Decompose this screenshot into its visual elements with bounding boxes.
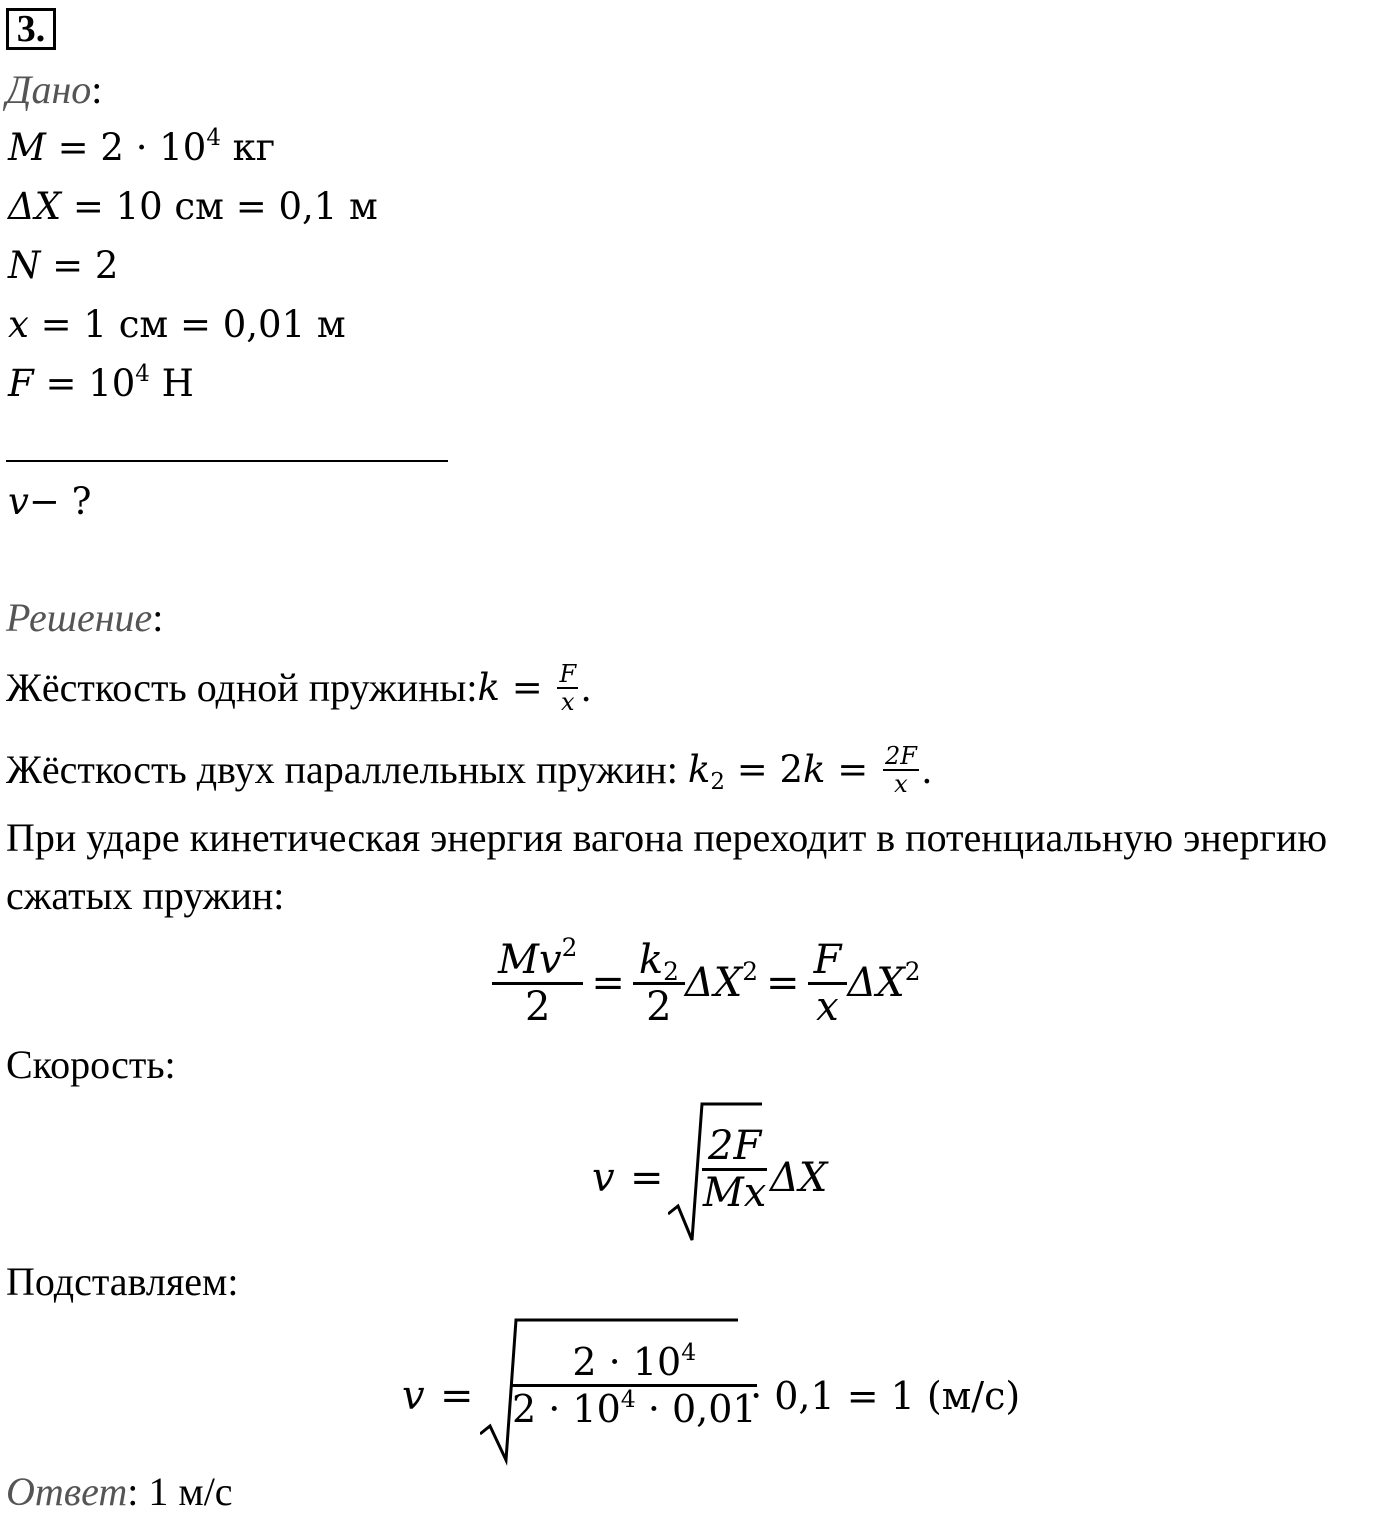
var-dX: ΔX [770, 1155, 828, 1201]
exponent: 4 [620, 1384, 636, 1413]
exponent: 4 [681, 1337, 697, 1366]
equals: = [630, 1155, 664, 1201]
fraction-2F-over-Mx [702, 1124, 767, 1215]
solution-heading [6, 595, 164, 640]
answer-colon: : [127, 1469, 139, 1514]
given-label: Дано [6, 67, 92, 112]
given-spring-compression [8, 305, 346, 345]
exponent: 4 [135, 361, 150, 388]
value-text: = 10 [33, 362, 136, 405]
fraction-2F-over-x [883, 743, 919, 797]
var-k: k [803, 748, 826, 791]
denominator-tail: · 0,01 [635, 1387, 757, 1431]
fraction-numeric [512, 1337, 757, 1431]
solution-label: Решение [6, 595, 153, 640]
exponent: 2 [561, 933, 578, 963]
fraction-F-over-x [557, 661, 578, 715]
var-F: F [8, 362, 34, 405]
denominator: 2 [646, 983, 672, 1030]
solution-colon: : [152, 595, 164, 640]
unknown-quantity [8, 482, 92, 522]
numerator: 2F [702, 1124, 767, 1171]
fraction-k2-over-2 [633, 938, 685, 1029]
equals: = [766, 960, 800, 1006]
equals: = [499, 666, 555, 709]
var-dX: ΔX [847, 960, 905, 1006]
subscript: 2 [663, 956, 679, 986]
numerator: k [638, 936, 664, 983]
exponent: 4 [206, 125, 221, 152]
given-force [8, 361, 194, 405]
denominator: x [894, 770, 908, 798]
answer-label: Ответ [6, 1469, 128, 1514]
energy-equation [492, 930, 920, 1036]
given-separator [6, 460, 448, 462]
var-N: N [8, 244, 41, 287]
line-text: Жёсткость одной пружины: [6, 665, 478, 710]
value-text: = 10 см = 0,1 м [61, 185, 378, 228]
var-x: x [8, 303, 29, 346]
value-text: = 1 см = 0,01 м [28, 303, 346, 346]
stiffness-one-spring [6, 650, 591, 726]
var-v: v [8, 480, 29, 523]
denominator: 2 [524, 983, 551, 1030]
given-colon: : [91, 67, 103, 112]
result: · 0,1 = 1 (м/с) [738, 1374, 1021, 1418]
answer-line [6, 1469, 233, 1514]
var-v: v [592, 1155, 615, 1201]
numerator: 2F [884, 742, 917, 770]
substitute-label: Подставляем: [6, 1259, 239, 1304]
given-displacement [8, 187, 378, 227]
given-heading [6, 67, 103, 112]
exponent: 2 [742, 956, 759, 986]
equals: = [440, 1373, 474, 1419]
subscript: 2 [710, 768, 725, 795]
stiffness-two-springs [6, 732, 932, 808]
expr-2: = 2 [724, 748, 804, 791]
denominator: x [816, 983, 839, 1030]
equals: = [591, 960, 625, 1006]
var-dX: ΔX [684, 960, 743, 1006]
answer-value: 1 м/с [138, 1469, 233, 1514]
given-mass [8, 125, 276, 169]
unit: кг [220, 126, 276, 169]
var-dX: ΔX [8, 185, 62, 228]
speed-label: Скорость: [6, 1042, 176, 1087]
denominator: Mx [702, 1170, 767, 1216]
numerator: F [808, 938, 848, 985]
denominator: 2 · 10 [512, 1387, 621, 1431]
numerator: F [559, 660, 577, 688]
equals: = [825, 748, 880, 791]
value-text: = 2 · 10 [45, 126, 207, 169]
line-text: Жёсткость двух параллельных пружин: [6, 747, 688, 792]
var-v: v [402, 1373, 425, 1419]
exponent: 2 [904, 956, 921, 986]
problem-number: 3. [6, 8, 56, 50]
fraction-kinetic [492, 933, 583, 1030]
given-springs-count [8, 246, 118, 286]
energy-text-line2: сжатых пружин: [6, 873, 285, 918]
fraction-F-over-x [808, 938, 848, 1029]
var-k: k [477, 666, 500, 709]
energy-text-line1: При ударе кинетическая энергия вагона переходит в потенциальную энергию [6, 815, 1328, 860]
numerator: 2 · 10 [572, 1340, 682, 1384]
speed-formula [590, 1100, 830, 1246]
numerator: Mv [498, 936, 562, 983]
period: . [921, 747, 932, 792]
var-k: k [687, 748, 711, 791]
var-M: M [8, 126, 46, 169]
denominator: x [561, 688, 575, 716]
unknown-marker: − ? [28, 480, 92, 523]
unit: Н [149, 362, 194, 405]
numeric-substitution [400, 1316, 1040, 1466]
value-text: = 2 [40, 244, 119, 287]
period: . [581, 665, 592, 710]
